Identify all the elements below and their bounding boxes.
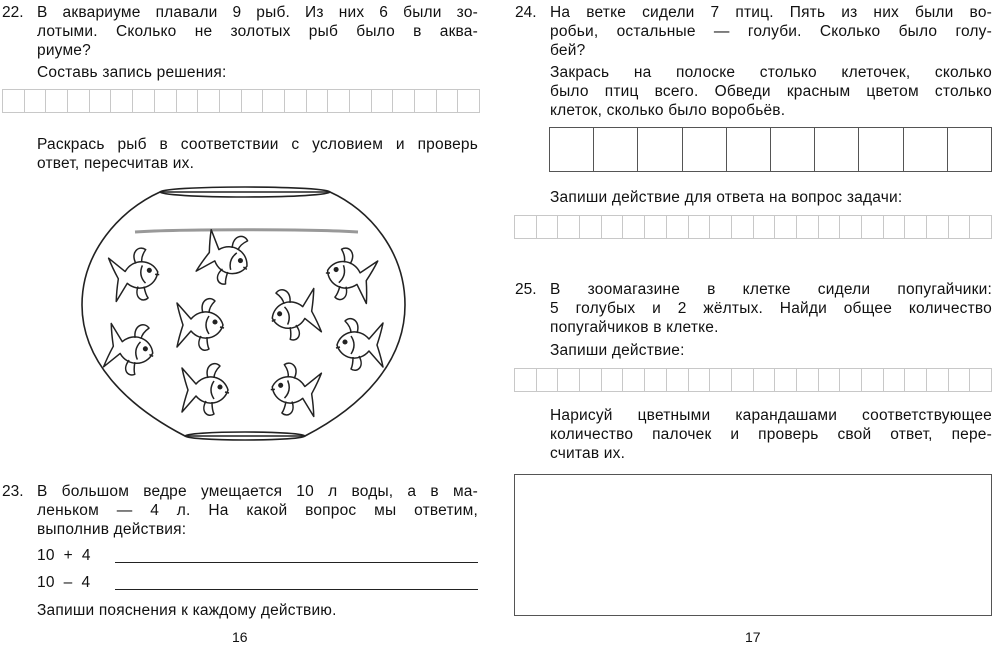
task-22-instruction: Составь запись решения: [37,64,227,81]
task-22-color-line1: Раскрась рыб в соответствии с условием и проверь [37,136,478,153]
fish-icon[interactable] [108,246,163,305]
answer-cell[interactable] [90,90,112,112]
answer-cell[interactable] [927,216,949,238]
answer-cell[interactable] [242,90,264,112]
answer-cell[interactable] [949,216,971,238]
answer-cell[interactable] [970,216,992,238]
answer-cell[interactable] [580,369,602,391]
answer-cell[interactable] [220,90,242,112]
task-22-text-line1: В аквариуме плавали 9 рыб. Из них 6 были зо- [37,4,478,21]
answer-cell[interactable] [537,216,559,238]
task-22-text-line3: риуме? [37,42,91,59]
answer-cell[interactable] [775,369,797,391]
answer-cell[interactable] [558,216,580,238]
answer-cell[interactable] [46,90,68,112]
answer-cell[interactable] [797,369,819,391]
answer-cell[interactable] [710,369,732,391]
answer-cell[interactable] [437,90,459,112]
task-24-strip-cells[interactable] [549,127,992,172]
aquarium-bowl-icon [82,187,405,440]
task-25-draw-line2: количество палочек и проверь свой ответ, пере- [550,426,992,443]
answer-cell[interactable] [862,369,884,391]
answer-cell[interactable] [133,90,155,112]
task-23-text-line1: В большом ведре умещается 10 л воды, а в ма- [37,483,478,500]
answer-cell[interactable] [515,216,537,238]
strip-cell[interactable] [771,128,815,171]
answer-cell[interactable] [155,90,177,112]
answer-cell[interactable] [884,369,906,391]
task-24-answer-cells[interactable] [514,215,992,239]
fish-icon[interactable] [267,284,322,343]
answer-cell[interactable] [797,216,819,238]
answer-cell[interactable] [905,216,927,238]
answer-cell[interactable] [927,369,949,391]
fish-icon[interactable] [336,319,383,371]
strip-cell[interactable] [683,128,727,171]
answer-cell[interactable] [840,216,862,238]
task-25-write-instruction: Запиши действие: [550,342,685,359]
strip-cell[interactable] [638,128,682,171]
answer-cell[interactable] [819,216,841,238]
task-24-paint-line1: Закрась на полоске столько клеточек, сколько [550,64,992,81]
answer-cell[interactable] [198,90,220,112]
answer-cell[interactable] [689,216,711,238]
answer-cell[interactable] [111,90,133,112]
task-25-text-line2: 5 голубых и 2 жёлтых. Найди общее количество [550,300,992,317]
task-24-text-line2: робьи, остальные — голуби. Сколько было голу- [550,23,992,40]
answer-cell[interactable] [862,216,884,238]
task-25-text-line1: В зоомагазине в клетке сидели попугайчики: [550,281,992,298]
task-24-paint-line2: было птиц всего. Обведи красным цветом столько [550,83,992,100]
task-23-answer-line-2[interactable] [115,589,478,590]
task-24-write-instruction: Запиши действие для ответа на вопрос задачи: [550,189,903,206]
page-number-right: 17 [745,629,761,645]
answer-cell[interactable] [775,216,797,238]
task-25-answer-cells[interactable] [514,368,992,392]
answer-cell[interactable] [754,369,776,391]
answer-cell[interactable] [415,90,437,112]
task-23-answer-line-1[interactable] [115,562,478,563]
answer-cell[interactable] [558,369,580,391]
answer-cell[interactable] [580,216,602,238]
answer-cell[interactable] [537,369,559,391]
strip-cell[interactable] [948,128,991,171]
task-25-draw-line3: считав их. [550,445,626,462]
fish-icon[interactable] [182,364,229,416]
task-25-number: 25. [515,281,537,298]
answer-cell[interactable] [458,90,480,112]
answer-cell[interactable] [177,90,199,112]
task-24-paint-line3: клеток, сколько было воробьёв. [550,102,786,119]
answer-cell[interactable] [602,216,624,238]
answer-cell[interactable] [667,216,689,238]
strip-cell[interactable] [859,128,903,171]
fish-icon[interactable] [320,245,379,307]
strip-cell[interactable] [594,128,638,171]
strip-cell[interactable] [727,128,771,171]
aquarium-illustration[interactable] [80,180,410,445]
strip-cell[interactable] [815,128,859,171]
answer-cell[interactable] [515,369,537,391]
fish-icon[interactable] [177,299,224,351]
answer-cell[interactable] [732,369,754,391]
answer-cell[interactable] [3,90,25,112]
answer-cell[interactable] [884,216,906,238]
task-25-draw-line1: Нарисуй цветными карандашами соответствующее [550,407,992,424]
task-22-text-line2: лотыми. Сколько не золотых рыб было в аква- [37,23,478,40]
strip-cell[interactable] [904,128,948,171]
task-24-number: 24. [515,4,537,21]
answer-cell[interactable] [602,369,624,391]
task-22-answer-cells[interactable] [2,89,480,113]
answer-cell[interactable] [840,369,862,391]
answer-cell[interactable] [905,369,927,391]
answer-cell[interactable] [645,216,667,238]
task-22-number: 22. [2,4,24,21]
task-24-text-line3: бей? [550,42,586,59]
fish-icon[interactable] [195,226,257,291]
answer-cell[interactable] [285,90,307,112]
task-23-number: 23. [2,483,24,500]
task-23-expression-1: 10 + 4 [37,547,91,564]
task-24-text-line1: На ветке сидели 7 птиц. Пять из них были во- [550,4,992,21]
answer-cell[interactable] [393,90,415,112]
answer-cell[interactable] [970,369,992,391]
task-23-expression-2: 10 – 4 [37,574,91,591]
answer-cell[interactable] [710,216,732,238]
task-23-text-line3: выполнив действия: [37,521,187,538]
task-25-text-line3: попугайчиков в клетке. [550,319,719,336]
fish-icon[interactable] [103,319,158,378]
answer-cell[interactable] [328,90,350,112]
answer-cell[interactable] [623,216,645,238]
answer-cell[interactable] [263,90,285,112]
task-23-text-line2: леньком — 4 л. На какой вопрос мы ответим, [37,502,478,519]
task-25-drawing-box[interactable] [514,474,992,616]
answer-cell[interactable] [732,216,754,238]
answer-cell[interactable] [623,369,645,391]
task-22-color-line2: ответ, пересчитав их. [37,155,195,172]
answer-cell[interactable] [372,90,394,112]
answer-cell[interactable] [819,369,841,391]
answer-cell[interactable] [307,90,329,112]
page-number-left: 16 [232,629,248,645]
answer-cell[interactable] [949,369,971,391]
strip-cell[interactable] [550,128,594,171]
answer-cell[interactable] [754,216,776,238]
answer-cell[interactable] [645,369,667,391]
answer-cell[interactable] [350,90,372,112]
fish-icon[interactable] [267,361,322,420]
answer-cell[interactable] [68,90,90,112]
task-23-footer: Запиши пояснения к каждому действию. [37,602,337,619]
answer-cell[interactable] [25,90,47,112]
answer-cell[interactable] [667,369,689,391]
answer-cell[interactable] [689,369,711,391]
